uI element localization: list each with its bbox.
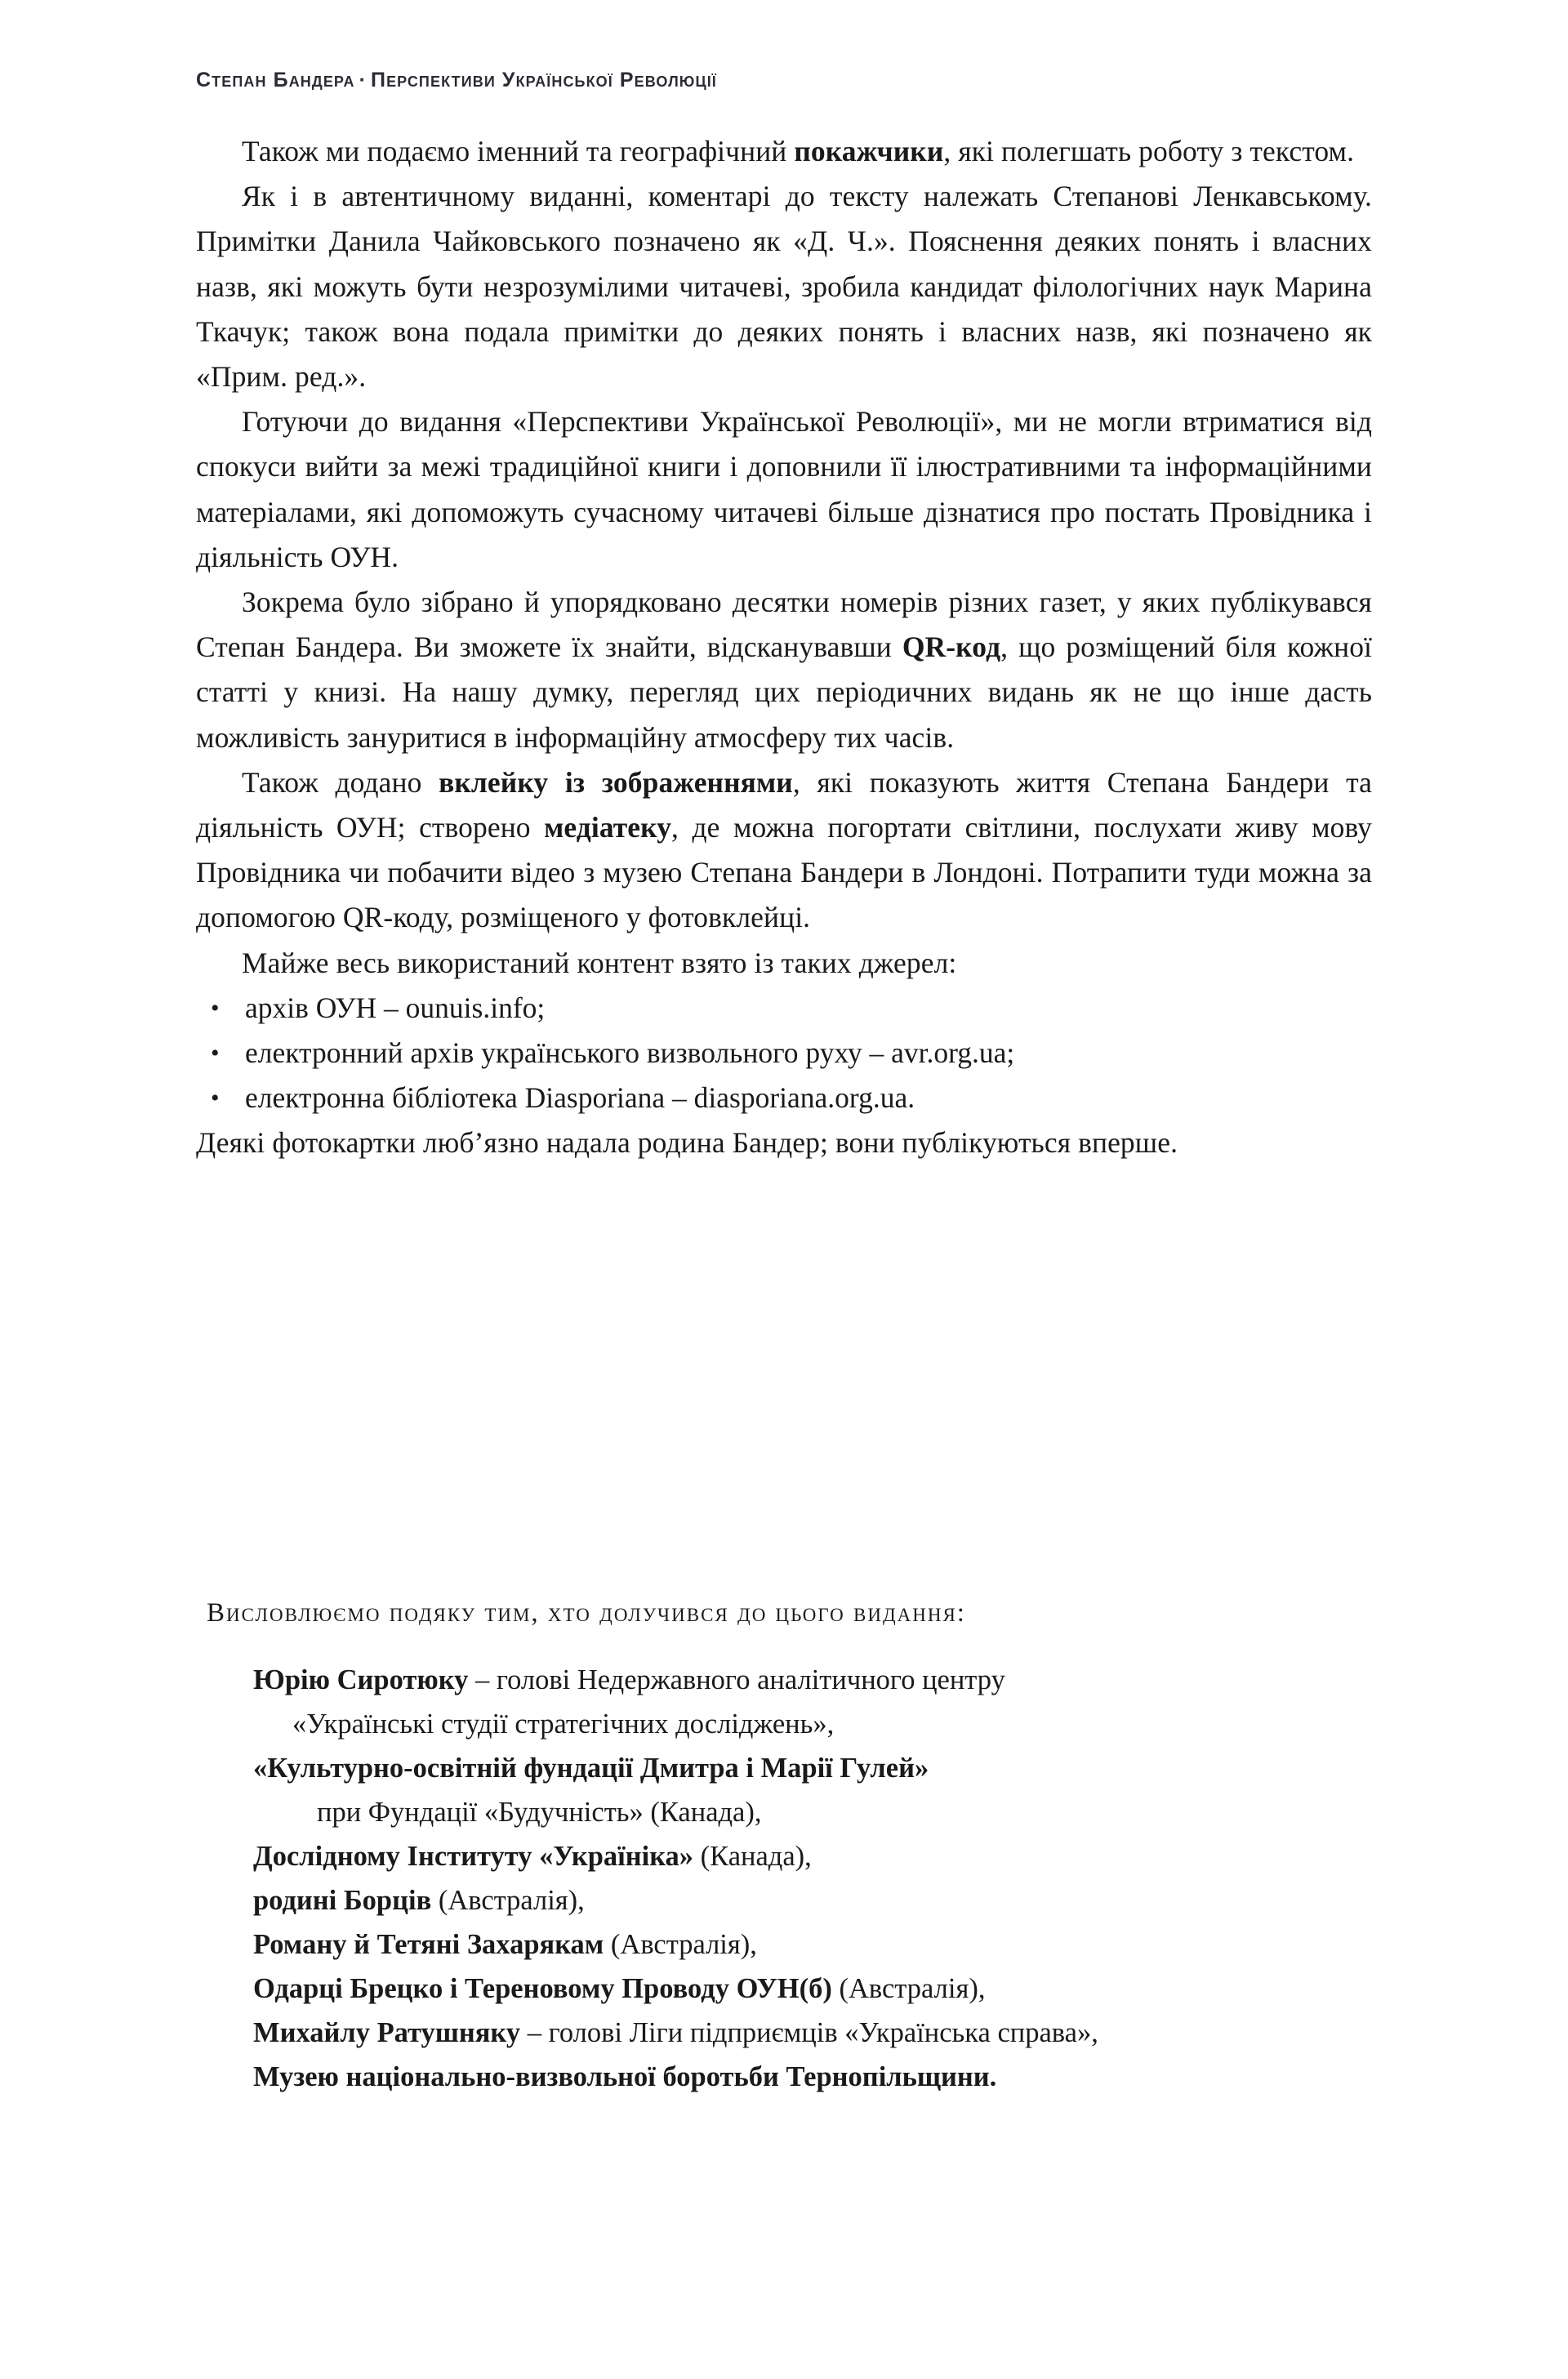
plain-text: , які полегшать роботу з текстом. [943,135,1355,167]
acknowledgement-entry [196,1790,1372,1834]
plain-text: – голові Ліги підприємців «Українська справа», [520,2017,1098,2048]
acknowledgement-entry [196,1967,1372,2011]
source-list-item: • електронна бібліотека Diasporiana – diasporiana.org.ua. [196,1076,1372,1120]
body-paragraph [196,129,1372,174]
source-list-item: • електронний архів українського визвольного руху – avr.org.ua; [196,1031,1372,1076]
emphasis-text: покажчики [794,135,944,167]
emphasis-text: Роману й Тетяні Захарякам [253,1929,604,1960]
acknowledgements-heading: Висловлюємо подяку тим, хто долучився до цього видання: [207,1598,966,1628]
body-paragraph [196,580,1372,760]
acknowledgement-entry [196,1702,1372,1746]
emphasis-text: родині Борців [253,1885,432,1916]
emphasis-text: «Культурно-освітній фундації Дмитра і Марії Гулей» [253,1753,929,1784]
source-list [196,986,1372,1121]
plain-text: Як і в автентичному виданні, коментарі до тексту належать Степанові Ленкавському. Примітки Данила Чайковського позначено як «Д. Ч.». Пояснення деяких понять і власних назв, які можуть бути незрозумілими читачеві, зробила кандидат філологічних наук Марина Ткачук; також вона подала примітки до деяких понять і власних назв, які позначено як «Прим. ред.». [196,180,1372,394]
main-text-column [196,129,1372,1166]
body-paragraph [196,174,1372,399]
emphasis-text: Одарці Брецко і Тереновому Проводу ОУН(б) [253,1973,832,2004]
acknowledgement-entry [196,1922,1372,1967]
plain-text: «Українські студії стратегічних досліджень», [292,1709,835,1740]
running-head-separator: · [359,69,367,91]
emphasis-text: QR-код [902,630,1001,664]
plain-text: (Канада), [693,1841,812,1872]
plain-text: (Австралія), [604,1929,757,1960]
body-paragraph [196,760,1372,941]
paragraph-list [196,129,1372,986]
plain-text: Готуючи до видання «Перспективи Української Революції», ми не могли втриматися від спокуси вийти за межі традиційної книги і доповнили її ілюстративними та інформаційними матеріалами, які допоможуть сучасному читачеві більше дізнатися про постать Провідника і діяльність ОУН. [196,405,1372,573]
body-paragraph [196,941,1372,986]
plain-text: при Фундації «Будучність» (Канада), [317,1797,762,1828]
acknowledgement-entry [196,1878,1372,1922]
closing-paragraph: Деякі фотокартки люб’язно надала родина Бандер; вони публікуються вперше. [196,1126,1178,1160]
acknowledgement-entry [196,1746,1372,1790]
source-list-item: • архів ОУН – ounuis.info; [196,986,1372,1031]
emphasis-text: Дослідному Інституту «Україніка» [253,1841,694,1872]
plain-text: Також додано [242,765,439,799]
emphasis-text: медіатеку [544,811,672,844]
acknowledgement-entry [196,1658,1372,1702]
plain-text: Також ми подаємо іменний та географічний [242,135,795,167]
emphasis-text: Музею національно-визвольної боротьби Тернопільщини. [253,2061,997,2092]
plain-text: (Австралія), [831,1973,986,2004]
emphasis-text: вклейку із зображеннями [439,765,793,799]
body-paragraph [196,399,1372,580]
acknowledgement-entry [196,2055,1372,2099]
running-head-author: Степан Бандера [196,69,355,91]
plain-text: (Австралія), [431,1885,585,1916]
acknowledgements-list [196,1658,1372,2099]
acknowledgement-entry [196,1834,1372,1878]
plain-text: , що розміщений біля кожної статті у книзі. На нашу думку, перегляд цих періодичних видань як не що інше дасть можливість зануритися в інформаційну атмосферу тих часів. [196,630,1373,754]
running-head-title: Перспективи Української Революції [371,69,717,91]
emphasis-text: Михайлу Ратушняку [253,2017,521,2048]
plain-text: Зокрема було зібрано й упорядковано десятки номерів різних газет, у яких публікувався Степан Бандера. Ви зможете їх знайти, відсканувавши [196,586,1372,664]
plain-text: , де можна погортати світлини, послухати живу мову Провідника чи побачити відео з музею Степана Бандери в Лондоні. Потрапити туди можна за допомогою QR-коду, розміщеного у фотовклейці. [196,811,1372,934]
emphasis-text: Юрію Сиротюку [253,1664,469,1695]
running-head [196,69,1372,92]
plain-text: Майже весь використаний контент взято із таких джерел: [242,946,957,979]
plain-text: – голові Недержавного аналітичного центру [468,1664,1005,1695]
plain-text: , які показують життя Степана Бандери та діяльність ОУН; створено [196,765,1372,844]
acknowledgement-entry [196,2011,1372,2055]
